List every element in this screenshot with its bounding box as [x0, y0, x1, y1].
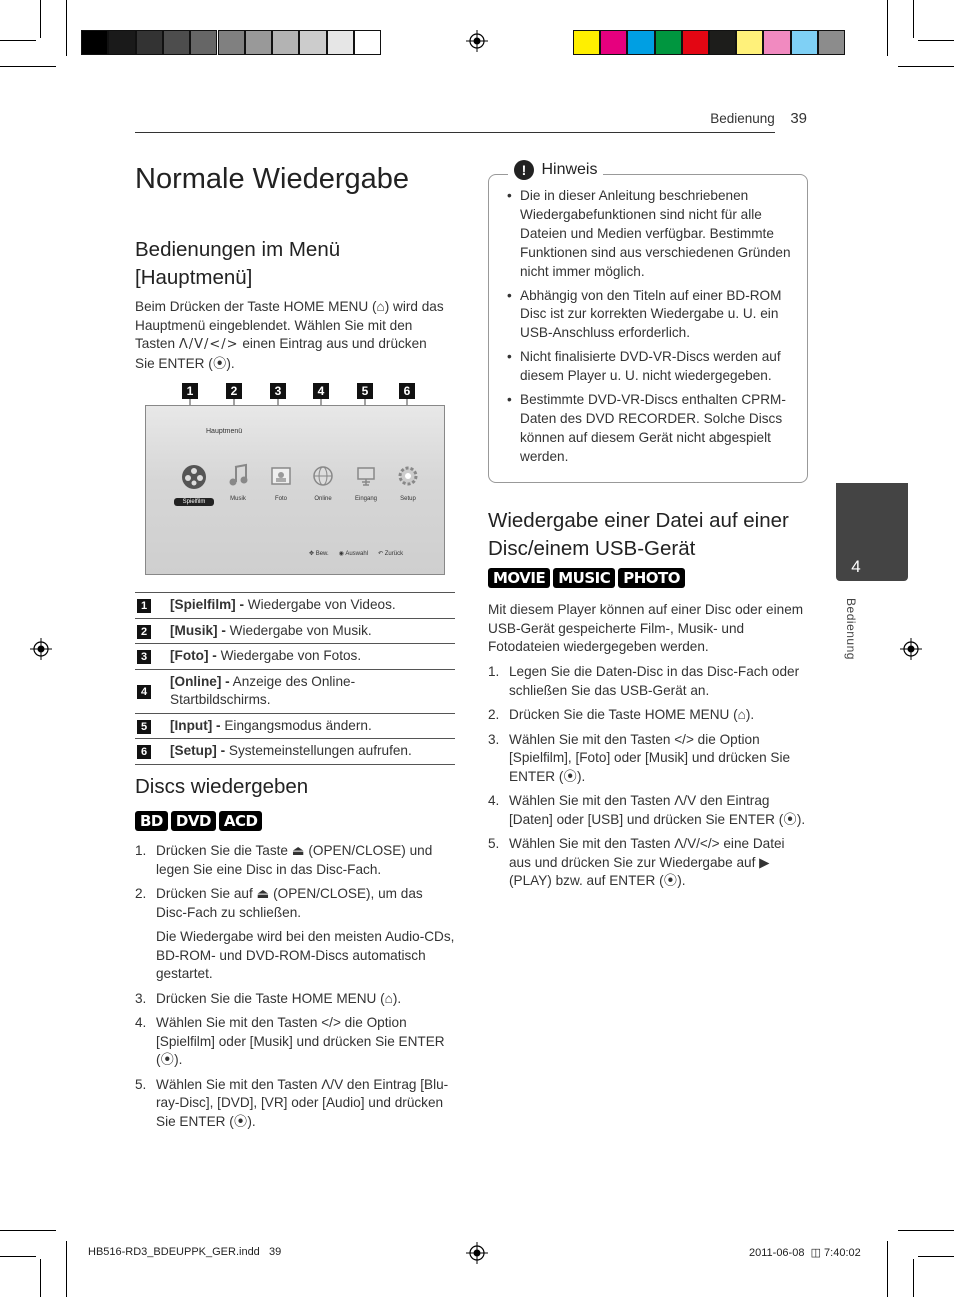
page-number: 39 [790, 110, 807, 127]
badge-bd: BD [135, 811, 168, 831]
menu-item-setup [388, 463, 428, 502]
menu-item-online [303, 463, 343, 502]
menu-item-label: Setup [400, 496, 416, 502]
list-item: 2. Drücken Sie auf ⏏ (OPEN/CLOSE), um das Disc-Fach zu schließen. [135, 886, 423, 920]
gray-swatch [327, 30, 354, 55]
menu-item-label: Spielfilm [174, 498, 214, 506]
menu-item-spielfilm [174, 463, 214, 506]
callout-2: 2 [226, 383, 242, 399]
footer-file: HB516-RD3_BDEUPPK_GER.indd 39 [88, 1246, 282, 1258]
enter-icon: ⦿ [212, 355, 227, 371]
screen-title: Hauptmenü [206, 428, 243, 435]
menu-item-eingang [346, 463, 386, 502]
gray-swatch [299, 30, 326, 55]
list-item: • Die in dieser Anleitung beschriebenen Wiedergabefunktionen sind nicht für alle Dateien und Medien verfügbar. Bestimmte Funktionen sind aus verschiedenen Gründen nicht immer möglich. [507, 187, 792, 282]
discs-steps-list [135, 842, 455, 1137]
badge-music: MUSIC [553, 568, 615, 588]
menu-item-musik [218, 463, 258, 502]
gray-swatch [354, 30, 381, 55]
list-item: • Abhängig von den Titeln auf einer BD-ROM Disc ist zur korrekten Wiedergabe u. U. ein USB-Anschluss erforderlich. [507, 287, 792, 344]
callout-4: 4 [313, 383, 329, 399]
page-title: Normale Wiedergabe [135, 163, 410, 195]
header-rule [135, 132, 775, 133]
callout-5: 5 [357, 383, 373, 399]
menu-item-label: Online [314, 496, 332, 502]
file-section-heading: Wiedergabe einer Datei auf einer Disc/einem USB-Gerät [488, 509, 789, 560]
callout-3: 3 [270, 383, 286, 399]
discs-section-heading: Discs wiedergeben [135, 775, 309, 798]
menu-intro: Beim Drücken der Taste HOME MENU (⌂) wird das Hauptmenü eingeblendet. Wählen Sie mit den Tasten Λ/V/</> einen Eintrag aus und drücken Sie ENTER (⦿). [135, 299, 444, 371]
arrow-keys: Λ/V/</> [178, 337, 239, 352]
gray-swatch [272, 30, 299, 55]
file-intro: Mit diesem Player können auf einer Disc oder einem USB-Gerät gespeicherte Film-, Musik- und Fotodateien wiedergegeben werden. [488, 602, 804, 654]
back-icon: ↶ [378, 551, 384, 557]
registration-mark-icon [466, 1242, 488, 1264]
gear-icon [396, 463, 420, 489]
list-item: 4. Wählen Sie mit den Tasten </> die Option [Spielfilm] oder [Musik] und drücken Sie ENTER (⦿). [135, 1015, 445, 1067]
menu-item-label: Foto [274, 496, 287, 502]
color-swatch [627, 30, 654, 55]
gray-swatch [136, 30, 163, 55]
badge-movie: MOVIE [488, 568, 550, 588]
list-item: 3. Wählen Sie mit den Tasten </> die Option [Spielfilm], [Foto] oder [Musik] und drücken Sie ENTER (⦿). [488, 731, 791, 784]
gray-swatch [163, 30, 190, 55]
color-swatch [655, 30, 682, 55]
move-icon: ✥ [309, 551, 315, 557]
table-row: 2 [Musik] - Wiedergabe von Musik. [135, 618, 455, 644]
chapter-number: 4 [851, 557, 861, 576]
menu-section-heading: Bedienungen im Menü [Hauptmenü] [135, 238, 341, 289]
table-row: 5 [Input] - Eingangsmodus ändern. [135, 713, 455, 739]
menu-item-label: Eingang [354, 496, 378, 502]
list-item: 1. Drücken Sie die Taste ⏏ (OPEN/CLOSE) und legen Sie eine Disc in das Disc-Fach. [135, 843, 433, 877]
file-type-badges [488, 568, 688, 588]
table-row: 6 [Setup] - Systemeinstellungen aufrufen. [135, 739, 455, 765]
enter-icon: ◉ [338, 551, 344, 557]
clock-icon: ◫ [810, 1247, 821, 1259]
menu-items-table [135, 592, 455, 765]
music-note-icon [226, 463, 250, 489]
gray-swatch [81, 30, 108, 55]
callout-6: 6 [399, 383, 415, 399]
registration-mark-icon [900, 638, 922, 660]
home-menu-screenshot [145, 405, 445, 575]
running-header [710, 110, 807, 127]
list-item: 5. Wählen Sie mit den Tasten Λ/V/</> eine Datei aus und drücken Sie zur Wiedergabe auf ▶ (PLAY) bzw. auf ENTER (⦿). [488, 836, 785, 888]
badge-dvd: DVD [171, 811, 216, 831]
color-swatch [791, 30, 818, 55]
table-row: 1 [Spielfilm] - Wiedergabe von Videos. [135, 593, 455, 619]
list-item: • Nicht finalisierte DVD-VR-Discs werden auf diesem Player u. U. nicht wiedergegeben. [507, 348, 792, 386]
disc-type-badges [135, 811, 265, 831]
footer-timestamp: 2011-06-08 ◫ 7:40:02 [749, 1247, 861, 1259]
color-swatch [763, 30, 790, 55]
badge-photo: PHOTO [618, 568, 685, 588]
gray-swatch [218, 30, 245, 55]
registration-mark-icon [466, 30, 488, 52]
color-swatch [709, 30, 736, 55]
note-header [508, 160, 603, 180]
menu-item-foto [261, 463, 301, 502]
home-icon: ⌂ [376, 299, 385, 314]
header-section: Bedienung [710, 111, 775, 126]
table-row: 3 [Foto] - Wiedergabe von Fotos. [135, 644, 455, 670]
note-box [488, 174, 808, 483]
menu-item-label: Musik [230, 496, 246, 502]
photo-icon [269, 463, 293, 489]
color-swatch [736, 30, 763, 55]
color-swatch [600, 30, 627, 55]
color-swatch [573, 30, 600, 55]
input-icon [354, 463, 378, 489]
callout-1: 1 [182, 383, 198, 399]
chapter-tab [836, 483, 908, 581]
list-item: 5. Wählen Sie mit den Tasten Λ/V den Eintrag [Blu-ray-Disc], [DVD], [VR] oder [Audio] und drücken Sie ENTER (⦿). [135, 1076, 449, 1129]
table-row: 4 [Online] - Anzeige des Online-Startbildschirms. [135, 669, 455, 713]
note-title: Hinweis [541, 161, 598, 178]
list-item: Die Wiedergabe wird bei den meisten Audio-CDs, BD-ROM- und DVD-ROM-Discs automatisch gestartet. [156, 929, 455, 981]
chapter-side-label: Bedienung [844, 598, 858, 660]
note-list [507, 187, 792, 472]
list-item: 1. Legen Sie die Daten-Disc in das Disc-Fach oder schließen Sie das USB-Gerät an. [488, 664, 800, 698]
color-swatch [682, 30, 709, 55]
list-item: 4. Wählen Sie mit den Tasten Λ/V den Eintrag [Daten] oder [USB] und drücken Sie ENTER (⦿). [488, 793, 806, 827]
film-reel-icon [180, 463, 208, 491]
gray-swatch [190, 30, 217, 55]
file-steps-list [488, 663, 806, 897]
gray-swatch [245, 30, 272, 55]
screen-footer: ✥ Bew. ◉ Auswahl ↶ Zurück [309, 551, 404, 557]
registration-mark-icon [30, 638, 52, 660]
gray-swatch [108, 30, 135, 55]
color-swatch [818, 30, 845, 55]
globe-icon [311, 463, 335, 489]
badge-acd: ACD [219, 811, 263, 831]
exclamation-icon: ! [514, 160, 534, 180]
list-item: 2. Drücken Sie die Taste HOME MENU (⌂). [488, 707, 755, 722]
list-item: • Bestimmte DVD-VR-Discs enthalten CPRM-Daten des DVD RECORDER. Solche Discs können auf diesem Gerät nicht abgespielt werden. [507, 391, 792, 467]
list-item: 3. Drücken Sie die Taste HOME MENU (⌂). [135, 990, 402, 1006]
